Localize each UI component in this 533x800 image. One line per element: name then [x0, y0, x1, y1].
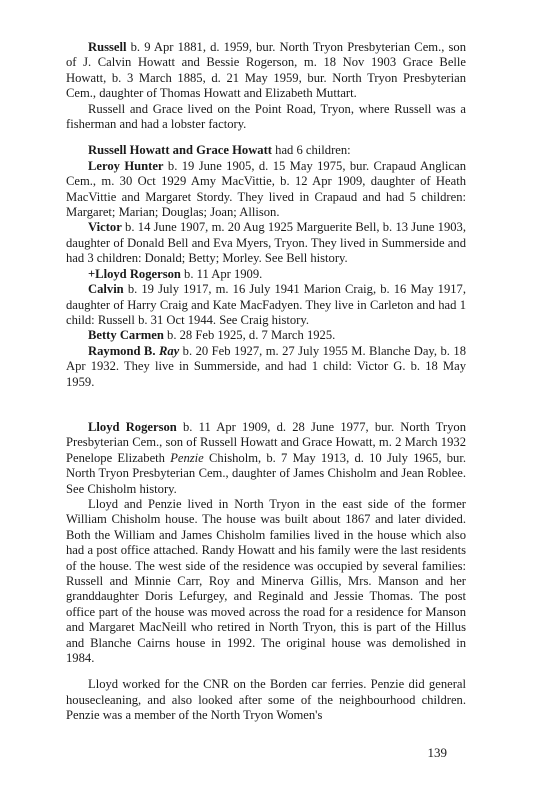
child-entry	[66, 220, 466, 266]
entry-text: b. 9 Apr 1881, d. 1959, bur. North Tryon Presbyterian Cem., son of J. Calvin Howatt and Bessie Rogerson, m. 18 Nov 1903 Grace Belle Howatt, b. 3 March 1885, d. 21 May 1959, bur. North Tryon Presbyterian Cem., daughter of Thomas Howatt and Elizabeth Muttart.	[66, 40, 466, 101]
entry-text: b. 11 Apr 1909, d. 28 June 1977, bur. North Tryon Presbyterian Cem., son of Russell Howatt and Grace Howatt, m. 2 March 1932 Penelope Elizabeth	[66, 419, 467, 465]
children-heading	[66, 143, 466, 158]
lloyd-narrative-house: Lloyd and Penzie lived in North Tryon in the east side of the former William Chisholm house. The house was built about 1867 and later divided. Both the William and James Chisholm families lived in the house which also had a post office attached. Randy Howatt and his family were the last residents of the house. The west side of the residence was occupied by several families: Russell and Minnie Carr, Roy and Minerva Gillis, Mrs. Manson and her granddaughter Doris Lefurgey, and Reginald and Jessie Thomas. The post office part of the house was moved across the road for a residence for Manson and Margaret MacNeill who retired in North Tryon, this is part of the Hillus and Blanche Cairns house in 1992. The original house was demolished in 1984.	[66, 496, 466, 666]
entry-text: Chisholm, b. 7 May 1913, d. 10 July 1965, bur. North Tryon Presbyterian Cem., daughter of James Chisholm and Jean Roblee. See Chisholm history.	[66, 450, 467, 496]
child-entry	[66, 159, 466, 221]
children-count: had 6 children:	[272, 143, 351, 158]
child-entry	[66, 328, 466, 343]
child-text: b. 19 June 1905, d. 15 May 1975, bur. Crapaud Anglican Cem., m. 30 Oct 1929 Amy MacVittie, b. 12 Apr 1909, daughter of Heath MacVittie and Margaret Stordy. They lived in Crapaud and had 5 children: Margaret; Marian; Douglas; Joan; Allison.	[66, 158, 466, 220]
child-name: Betty Carmen	[88, 328, 164, 343]
child-text: b. 20 Feb 1927, m. 27 July 1955 M. Blanche Day, b. 18 Apr 1932. They live in Summerside, and had 1 child: Victor G. b. 18 May 1959.	[66, 343, 466, 389]
child-text: b. 19 July 1917, m. 16 July 1941 Marion Craig, b. 16 May 1917, daughter of Harry Craig and Kate MacFadyen. They live in Carleton and had 1 child: Russell b. 31 Oct 1944. See Craig history.	[66, 282, 466, 327]
child-text: b. 28 Feb 1925, d. 7 March 1925.	[163, 328, 336, 343]
child-name: Calvin	[88, 282, 124, 297]
child-text: b. 11 Apr 1909.	[180, 266, 263, 281]
child-entry	[66, 267, 466, 282]
child-entry	[66, 282, 466, 328]
page-body	[66, 40, 466, 724]
child-name: Victor	[88, 220, 122, 235]
child-text: b. 14 June 1907, m. 20 Aug 1925 Marguerite Bell, b. 13 June 1903, daughter of Donald Bell and Eva Myers, Tryon. They lived in Summerside and had 3 children: Donald; Betty; Morley. See Bell history.	[66, 220, 466, 266]
russell-narrative: Russell and Grace lived on the Point Road, Tryon, where Russell was a fisherman and had a lobster factory.	[66, 101, 466, 132]
person-name: Russell	[88, 40, 127, 54]
child-name: Leroy Hunter	[88, 158, 164, 173]
child-nickname: Ray	[158, 343, 180, 358]
child-name: +Lloyd Rogerson	[88, 266, 181, 281]
russell-entry	[66, 40, 466, 102]
page-number: 139	[427, 745, 447, 760]
child-entry	[66, 344, 466, 390]
person-name: Lloyd Rogerson	[88, 419, 177, 434]
lloyd-narrative-work: Lloyd worked for the CNR on the Borden car ferries. Penzie did general housecleaning, and also looked after some of the neighbourhood children. Penzie was a member of the North Tryon Women's	[66, 677, 466, 723]
lloyd-entry	[66, 420, 466, 497]
parents-name: Russell Howatt and Grace Howatt	[88, 143, 272, 158]
child-name: Raymond B.	[88, 343, 156, 358]
nickname: Penzie	[170, 450, 204, 465]
